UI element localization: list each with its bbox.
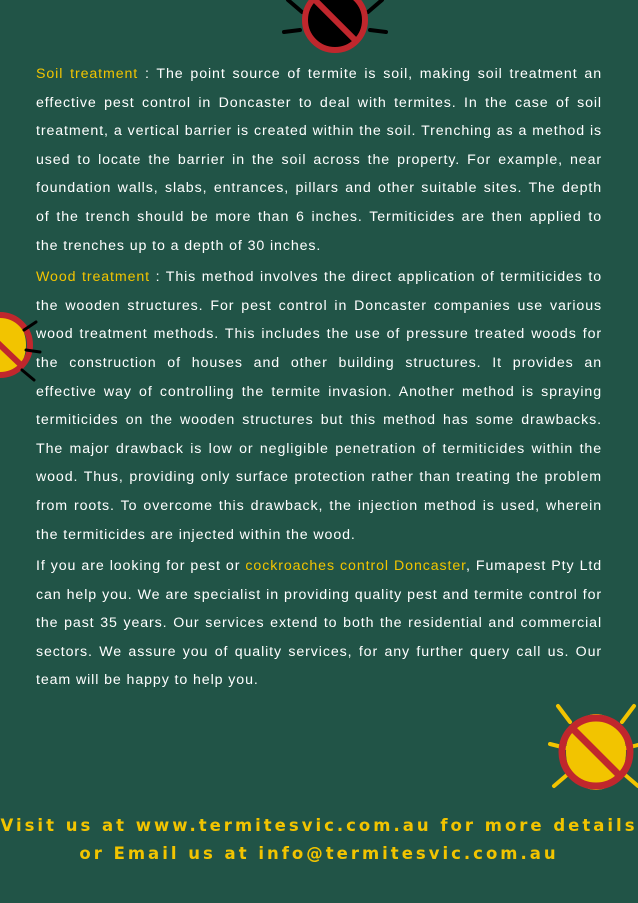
soil-treatment-text: : The point source of termite is soil, making soil treatment an effective pest control in Doncaster to deal with termites. In the case of soil treatment, a vertical barrier is created within the soil. Trenching as a method is used to locate the barrier in the soil across the property. For example, near foundation walls, slabs, entrances, pillars and other suitable sites. The depth of the trench should be more than 6 inches. Termiticides are then applied to the trenches up to a depth of 30 inches. xyxy=(36,66,602,254)
wood-treatment-text: : This method involves the direct application of termiticides to the wooden structures. For pest control in Doncaster companies use various wood treatment methods. This includes the use of pressure treated woods for the construction of houses and other building structures. It provides an effective way of controlling the termite invasion. Another method is spraying termiticides on the wooden structures but this method has some drawbacks. The major drawback is low or negligible penetration of termiticides within the wood. Thus, providing only surface protection rather than treating the problem from roots. To overcome this drawback, the injection method is used, wherein the termiticides are injected within the wood. xyxy=(36,269,602,543)
contact-text-start: If you are looking for pest or xyxy=(36,558,246,575)
no-bug-icon xyxy=(548,700,638,810)
wood-treatment-term: Wood treatment xyxy=(36,269,151,286)
wood-treatment-paragraph xyxy=(36,263,602,549)
no-bug-icon xyxy=(280,0,390,64)
contact-text-end: , Fumapest Pty Ltd can help you. We are specialist in providing quality pest and termite control for the past 35 years. Our services extend to both the residential and commercial sectors. We assure you of quality services, for any further query call us. Our team will be happy to help you. xyxy=(36,558,603,689)
soil-treatment-paragraph xyxy=(36,60,602,260)
contact-paragraph xyxy=(36,552,602,695)
article-body xyxy=(36,60,602,698)
footer-contact xyxy=(0,812,638,868)
footer-email-line[interactable]: or Email us at info@termitesvic.com.au xyxy=(79,844,559,863)
footer-website-line[interactable]: Visit us at www.termitesvic.com.au for more details xyxy=(0,816,638,835)
cockroaches-control-link[interactable]: cockroaches control Doncaster xyxy=(245,558,466,575)
soil-treatment-term: Soil treatment xyxy=(36,66,139,82)
